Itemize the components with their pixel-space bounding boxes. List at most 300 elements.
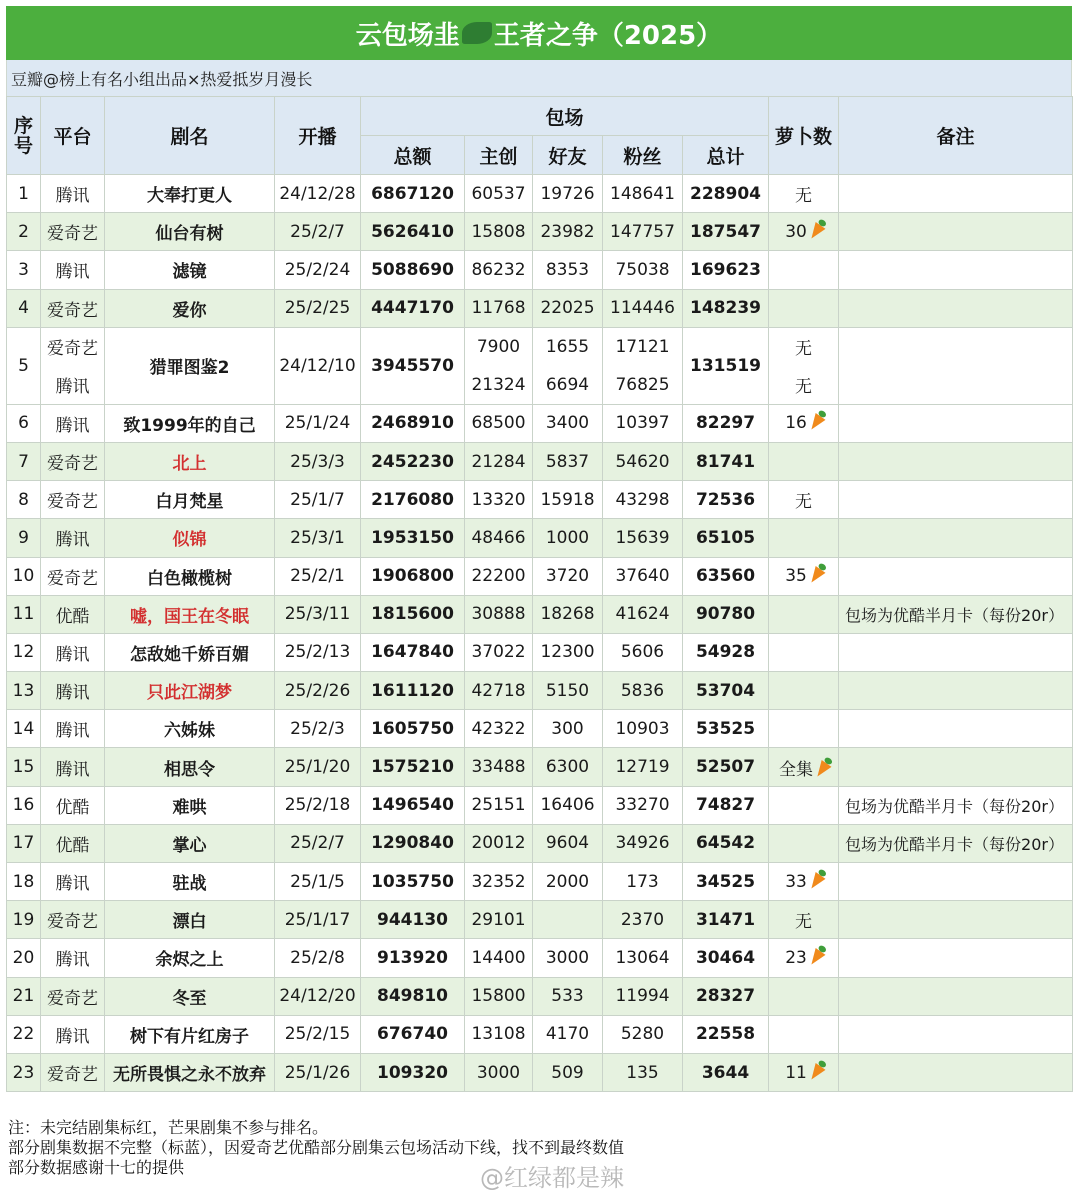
row-platform: 腾讯: [41, 672, 105, 710]
row-total: 1953150: [361, 519, 465, 557]
row-remark: 包场为优酷半月卡（每份20r）: [839, 595, 1073, 633]
table-row: [7, 939, 1073, 977]
row-fans: 54620: [603, 442, 683, 480]
carrot-count-cell: [769, 748, 839, 786]
row-index: 11: [7, 595, 41, 633]
row-sum: 53525: [683, 710, 769, 748]
row-lead: 21284: [465, 442, 533, 480]
row-remark: [839, 251, 1073, 289]
row-premiere-date: 25/2/26: [275, 672, 361, 710]
row-lead: 25151: [465, 786, 533, 824]
row-lead: 14400: [465, 939, 533, 977]
row-premiere-date: 25/1/24: [275, 404, 361, 442]
row-friends: 533: [533, 977, 603, 1015]
carrot-count-cell: [769, 213, 839, 251]
row-friends: 15918: [533, 481, 603, 519]
header-friends: 好友: [533, 136, 603, 175]
row-total: 4447170: [361, 289, 465, 327]
row-sum: 187547: [683, 213, 769, 251]
row-index: 20: [7, 939, 41, 977]
row-sum: 64542: [683, 824, 769, 862]
table-row: [7, 863, 1073, 901]
row-drama-name: 似锦: [105, 519, 275, 557]
row-platform: 爱奇艺: [41, 901, 105, 939]
table-row: [7, 442, 1073, 480]
row-drama-name: 相思令: [105, 748, 275, 786]
row-total: 1035750: [361, 863, 465, 901]
row-lead: 15808: [465, 213, 533, 251]
row-premiere-date: 24/12/10: [275, 327, 361, 404]
carrot-count: 11: [785, 1062, 807, 1083]
carrot-count-b: 无: [795, 377, 813, 398]
carrot-count: 16: [785, 413, 807, 434]
row-sum: 28327: [683, 977, 769, 1015]
row-index: 3: [7, 251, 41, 289]
row-premiere-date: 25/3/1: [275, 519, 361, 557]
row-remark: 包场为优酷半月卡（每份20r）: [839, 786, 1073, 824]
header-carrots: 萝卜数: [769, 97, 839, 175]
row-index: 22: [7, 1015, 41, 1053]
row-lead: 48466: [465, 519, 533, 557]
header-drama: 剧名: [105, 97, 275, 175]
row-remark: [839, 404, 1073, 442]
row-friends-a: 1655: [545, 336, 590, 357]
row-platform: 腾讯: [41, 175, 105, 213]
row-platform: 腾讯: [41, 748, 105, 786]
row-lead: 33488: [465, 748, 533, 786]
row-platform: 腾讯: [41, 939, 105, 977]
row-premiere-date: 25/1/7: [275, 481, 361, 519]
row-friends: 3400: [533, 404, 603, 442]
row-drama-name: 掌心: [105, 824, 275, 862]
row-lead-b: 21324: [471, 374, 526, 395]
row-friends: 1000: [533, 519, 603, 557]
row-sum: 90780: [683, 595, 769, 633]
row-index: 16: [7, 786, 41, 824]
row-sum: 82297: [683, 404, 769, 442]
table-row: [7, 1015, 1073, 1053]
row-drama-name: 白色橄榄树: [105, 557, 275, 595]
row-fans: 173: [603, 863, 683, 901]
row-sum: 22558: [683, 1015, 769, 1053]
table-row: [7, 748, 1073, 786]
row-fans: 135: [603, 1053, 683, 1091]
row-total: 6867120: [361, 175, 465, 213]
header-total: 总额: [361, 136, 465, 175]
table-row: [7, 404, 1073, 442]
row-sum: 53704: [683, 672, 769, 710]
row-friends: 2000: [533, 863, 603, 901]
row-remark: [839, 633, 1073, 671]
row-friends: 4170: [533, 1015, 603, 1053]
carrot-count: [769, 327, 839, 404]
row-drama-name: 驻战: [105, 863, 275, 901]
carrot-count: 23: [785, 947, 807, 968]
row-total: 1575210: [361, 748, 465, 786]
source-credit: 豆瓣@榜上有名小组出品×热爱抵岁月漫长: [6, 60, 1072, 96]
row-lead: 13108: [465, 1015, 533, 1053]
row-index: 1: [7, 175, 41, 213]
table-row: [7, 327, 1073, 404]
row-drama-name: 怎敌她千娇百媚: [105, 633, 275, 671]
row-sum: 30464: [683, 939, 769, 977]
row-drama-name: 余烬之上: [105, 939, 275, 977]
table-body: [7, 175, 1073, 1092]
carrot-count-cell: [769, 557, 839, 595]
row-drama-name: 致1999年的自己: [105, 404, 275, 442]
row-lead: 15800: [465, 977, 533, 1015]
row-premiere-date: 25/2/7: [275, 213, 361, 251]
row-total: 5088690: [361, 251, 465, 289]
row-drama-name: 大奉打更人: [105, 175, 275, 213]
row-fans: 75038: [603, 251, 683, 289]
table-row: [7, 481, 1073, 519]
row-friends: [533, 901, 603, 939]
row-platform: 腾讯: [41, 863, 105, 901]
row-index: 8: [7, 481, 41, 519]
carrot-count: 30: [785, 221, 807, 242]
row-total: 5626410: [361, 213, 465, 251]
row-sum: 148239: [683, 289, 769, 327]
row-remark: [839, 519, 1073, 557]
row-index: 23: [7, 1053, 41, 1091]
row-index: 18: [7, 863, 41, 901]
weibo-watermark: @红绿都是辣: [480, 1164, 624, 1192]
row-premiere-date: 25/2/24: [275, 251, 361, 289]
table-row: [7, 710, 1073, 748]
row-sum: 169623: [683, 251, 769, 289]
row-drama-name: 白月梵星: [105, 481, 275, 519]
row-sum: 54928: [683, 633, 769, 671]
row-premiere-date: 25/1/20: [275, 748, 361, 786]
title-text-post: 王者之争（2025）: [493, 20, 723, 51]
row-lead: 22200: [465, 557, 533, 595]
table-row: [7, 251, 1073, 289]
row-fans: 33270: [603, 786, 683, 824]
row-fans: [603, 327, 683, 404]
row-total: 2452230: [361, 442, 465, 480]
row-index: 5: [7, 327, 41, 404]
row-platform: 爱奇艺: [41, 977, 105, 1015]
row-lead: 86232: [465, 251, 533, 289]
row-drama-name: 爱你: [105, 289, 275, 327]
row-premiere-date: 25/2/3: [275, 710, 361, 748]
row-platform: 优酷: [41, 786, 105, 824]
footer-line-3: 部分数据感谢十七的提供: [8, 1158, 185, 1177]
carrot-count-a: 无: [795, 339, 813, 360]
row-lead: 3000: [465, 1053, 533, 1091]
row-fans: 10903: [603, 710, 683, 748]
row-lead: 68500: [465, 404, 533, 442]
table-row: [7, 213, 1073, 251]
row-total: 1611120: [361, 672, 465, 710]
ranking-table: [6, 96, 1073, 1092]
row-friends: 300: [533, 710, 603, 748]
row-premiere-date: 24/12/28: [275, 175, 361, 213]
carrot-count-cell: [769, 786, 839, 824]
carrot-count-cell: [769, 710, 839, 748]
row-lead: 42322: [465, 710, 533, 748]
row-drama-name: 冬至: [105, 977, 275, 1015]
row-premiere-date: 25/2/15: [275, 1015, 361, 1053]
table-row: [7, 1053, 1073, 1091]
row-index: 15: [7, 748, 41, 786]
row-remark: [839, 1053, 1073, 1091]
row-lead: 60537: [465, 175, 533, 213]
row-fans: 10397: [603, 404, 683, 442]
row-total: 944130: [361, 901, 465, 939]
row-drama-name: 无所畏惧之永不放弃: [105, 1053, 275, 1091]
table-row: [7, 633, 1073, 671]
row-lead: 32352: [465, 863, 533, 901]
row-sum: 81741: [683, 442, 769, 480]
row-platform: 爱奇艺: [41, 557, 105, 595]
row-lead-a: 7900: [476, 336, 521, 357]
row-platform: 腾讯: [41, 633, 105, 671]
row-platform: 腾讯: [41, 710, 105, 748]
row-fans: 41624: [603, 595, 683, 633]
row-total: 1290840: [361, 824, 465, 862]
title-bar: [6, 6, 1072, 60]
table-row: [7, 557, 1073, 595]
row-sum: 31471: [683, 901, 769, 939]
row-drama-name: 难哄: [105, 786, 275, 824]
carrot-count-cell: [769, 289, 839, 327]
row-lead: 42718: [465, 672, 533, 710]
carrot-count-cell: [769, 481, 839, 519]
row-friends: 509: [533, 1053, 603, 1091]
carrot-count-cell: [769, 901, 839, 939]
carrot-count-cell: [769, 519, 839, 557]
row-fans: 43298: [603, 481, 683, 519]
table-row: [7, 977, 1073, 1015]
row-fans: 5606: [603, 633, 683, 671]
carrot-count-cell: [769, 939, 839, 977]
row-remark: [839, 1015, 1073, 1053]
row-total: 1815600: [361, 595, 465, 633]
row-premiere-date: 25/2/1: [275, 557, 361, 595]
row-friends: 23982: [533, 213, 603, 251]
row-remark: [839, 748, 1073, 786]
row-platform: 爱奇艺: [41, 1053, 105, 1091]
row-total: 849810: [361, 977, 465, 1015]
row-drama-name: 只此江湖梦: [105, 672, 275, 710]
row-platform: 腾讯: [41, 519, 105, 557]
carrot-count-cell: [769, 863, 839, 901]
carrot-count: 全集: [779, 759, 814, 780]
table-row: [7, 672, 1073, 710]
header-fans: 粉丝: [603, 136, 683, 175]
carrot-count: 无: [795, 186, 813, 207]
row-premiere-date: 25/1/5: [275, 863, 361, 901]
row-remark: [839, 863, 1073, 901]
row-remark: [839, 442, 1073, 480]
row-drama-name: 树下有片红房子: [105, 1015, 275, 1053]
carrot-count-cell: [769, 824, 839, 862]
header-premiere: 开播: [275, 97, 361, 175]
row-premiere-date: 25/1/26: [275, 1053, 361, 1091]
row-friends: 3720: [533, 557, 603, 595]
carrot-icon: [806, 413, 825, 433]
row-premiere-date: 25/3/3: [275, 442, 361, 480]
leaf-icon: [462, 22, 492, 44]
carrot-count-cell: [769, 672, 839, 710]
row-friends: 9604: [533, 824, 603, 862]
row-fans: 37640: [603, 557, 683, 595]
carrot-icon: [806, 872, 825, 892]
row-lead: 29101: [465, 901, 533, 939]
row-total: 2468910: [361, 404, 465, 442]
row-friends: 19726: [533, 175, 603, 213]
row-friends: 5150: [533, 672, 603, 710]
row-remark: [839, 710, 1073, 748]
row-platform: [41, 327, 105, 404]
row-fans: 15639: [603, 519, 683, 557]
row-total: 1496540: [361, 786, 465, 824]
row-index: 21: [7, 977, 41, 1015]
row-friends: 16406: [533, 786, 603, 824]
row-remark: [839, 289, 1073, 327]
row-sum: 65105: [683, 519, 769, 557]
row-premiere-date: 25/2/8: [275, 939, 361, 977]
carrot-count: 35: [785, 566, 807, 587]
row-remark: 包场为优酷半月卡（每份20r）: [839, 824, 1073, 862]
row-fans: 11994: [603, 977, 683, 1015]
row-premiere-date: 25/2/18: [275, 786, 361, 824]
row-total: 913920: [361, 939, 465, 977]
row-sum: 74827: [683, 786, 769, 824]
row-sum: 131519: [683, 327, 769, 404]
row-sum: 228904: [683, 175, 769, 213]
row-fans: 114446: [603, 289, 683, 327]
row-sum: 3644: [683, 1053, 769, 1091]
row-fans: 5836: [603, 672, 683, 710]
row-platform: 腾讯: [41, 251, 105, 289]
carrot-count-cell: [769, 404, 839, 442]
row-remark: [839, 481, 1073, 519]
row-premiere-date: 25/2/25: [275, 289, 361, 327]
row-premiere-date: 25/2/13: [275, 633, 361, 671]
header-index: 序号: [7, 97, 41, 175]
row-index: 12: [7, 633, 41, 671]
row-friends: 12300: [533, 633, 603, 671]
table-row: [7, 786, 1073, 824]
row-lead: 30888: [465, 595, 533, 633]
row-platform-a: 爱奇艺: [47, 339, 98, 360]
row-index: 7: [7, 442, 41, 480]
row-platform: 优酷: [41, 824, 105, 862]
row-friends: 3000: [533, 939, 603, 977]
row-remark: [839, 557, 1073, 595]
carrot-count: 33: [785, 871, 807, 892]
row-index: 9: [7, 519, 41, 557]
row-fans: 148641: [603, 175, 683, 213]
row-friends: 22025: [533, 289, 603, 327]
row-fans: 147757: [603, 213, 683, 251]
row-remark: [839, 672, 1073, 710]
row-index: 14: [7, 710, 41, 748]
row-friends-b: 6694: [545, 374, 590, 395]
row-index: 13: [7, 672, 41, 710]
row-total: 2176080: [361, 481, 465, 519]
row-fans: 5280: [603, 1015, 683, 1053]
carrot-count-cell: [769, 1053, 839, 1091]
row-drama-name: 六姊妹: [105, 710, 275, 748]
row-total: 1605750: [361, 710, 465, 748]
header-group: 包场: [361, 97, 769, 136]
footer-line-1: 注：未完结剧集标红，芒果剧集不参与排名。: [8, 1118, 329, 1137]
row-premiere-date: 25/3/11: [275, 595, 361, 633]
row-friends: 6300: [533, 748, 603, 786]
carrot-icon: [806, 566, 825, 586]
row-drama-name: 嘘，国王在冬眠: [105, 595, 275, 633]
carrot-count-cell: [769, 977, 839, 1015]
carrot-count-cell: [769, 175, 839, 213]
row-index: 2: [7, 213, 41, 251]
table-row: [7, 901, 1073, 939]
header-platform: 平台: [41, 97, 105, 175]
header-sum: 总计: [683, 136, 769, 175]
row-total: 676740: [361, 1015, 465, 1053]
carrot-count-cell: [769, 595, 839, 633]
carrot-icon: [813, 760, 832, 780]
row-lead: 20012: [465, 824, 533, 862]
carrot-count-cell: [769, 442, 839, 480]
row-index: 17: [7, 824, 41, 862]
carrot-count: 无: [795, 492, 813, 513]
row-remark: [839, 327, 1073, 404]
row-friends: 18268: [533, 595, 603, 633]
row-friends: 5837: [533, 442, 603, 480]
row-platform: 优酷: [41, 595, 105, 633]
row-total: 109320: [361, 1053, 465, 1091]
row-remark: [839, 175, 1073, 213]
row-fans: 13064: [603, 939, 683, 977]
row-lead: 11768: [465, 289, 533, 327]
row-platform-b: 腾讯: [55, 377, 90, 398]
footer-line-2: 部分剧集数据不完整（标蓝），因爱奇艺优酷部分剧集云包场活动下线，找不到最终数值: [8, 1138, 625, 1157]
row-index: 10: [7, 557, 41, 595]
row-friends: 8353: [533, 251, 603, 289]
carrot-icon: [806, 1063, 825, 1083]
row-remark: [839, 939, 1073, 977]
row-drama-name: 漂白: [105, 901, 275, 939]
carrot-count-cell: [769, 1015, 839, 1053]
row-index: 6: [7, 404, 41, 442]
row-friends: [533, 327, 603, 404]
row-total: 1647840: [361, 633, 465, 671]
row-fans-a: 17121: [615, 336, 670, 357]
row-sum: 34525: [683, 863, 769, 901]
row-remark: [839, 213, 1073, 251]
row-platform: 爱奇艺: [41, 442, 105, 480]
row-remark: [839, 901, 1073, 939]
row-total: 1906800: [361, 557, 465, 595]
row-drama-name: 仙台有树: [105, 213, 275, 251]
row-platform: 爱奇艺: [41, 481, 105, 519]
table-row: [7, 175, 1073, 213]
carrot-icon: [806, 222, 825, 242]
row-drama-name: 北上: [105, 442, 275, 480]
row-lead: 13320: [465, 481, 533, 519]
row-remark: [839, 977, 1073, 1015]
row-index: 19: [7, 901, 41, 939]
table-row: [7, 289, 1073, 327]
table-row: [7, 595, 1073, 633]
table-row: [7, 519, 1073, 557]
row-premiere-date: 24/12/20: [275, 977, 361, 1015]
row-sum: 52507: [683, 748, 769, 786]
